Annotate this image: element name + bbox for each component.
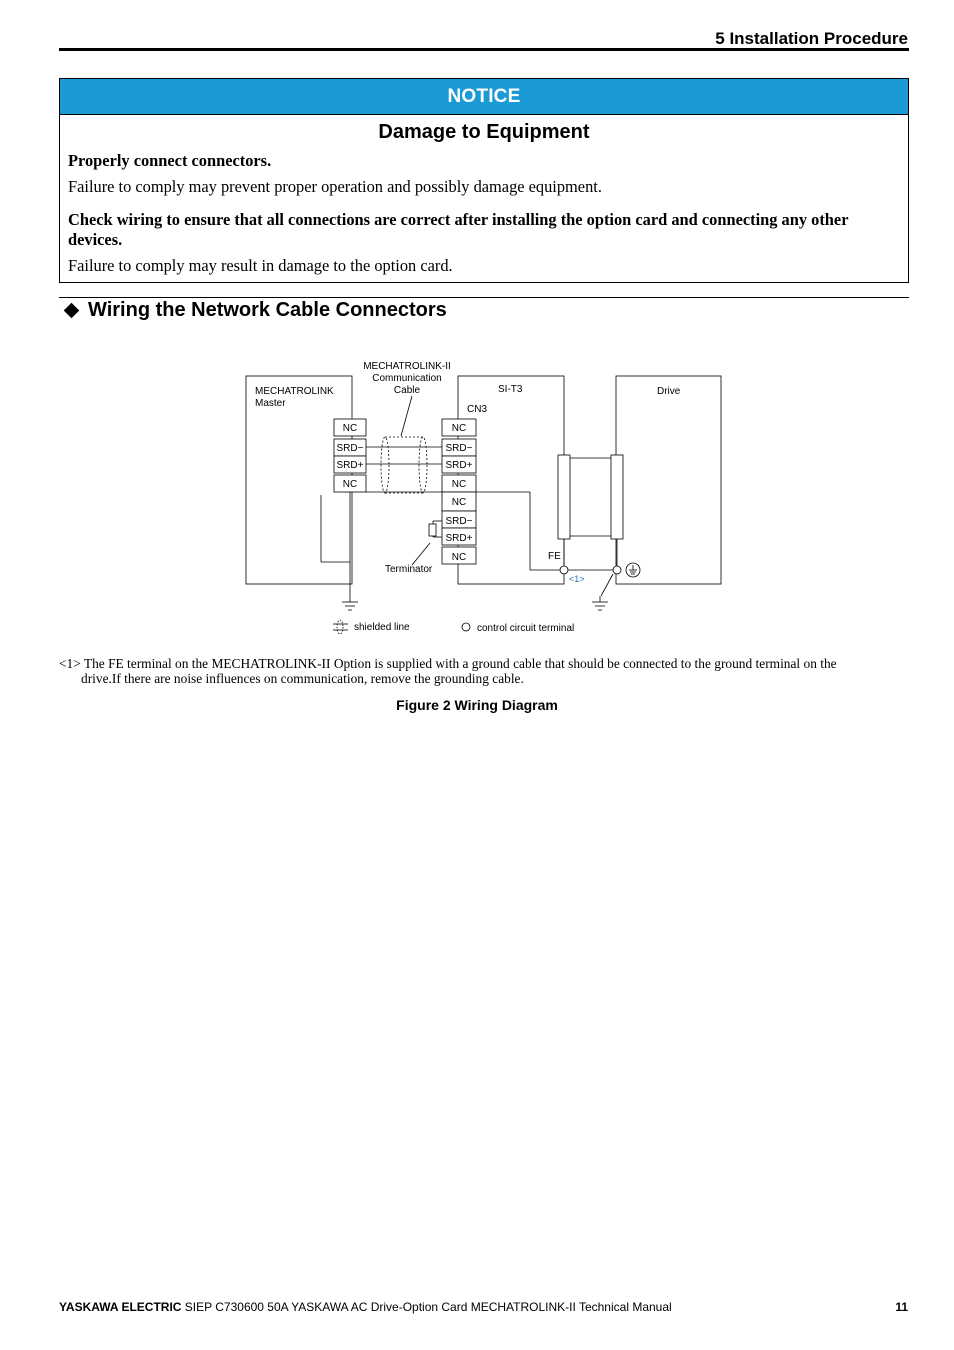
notice-p2-text: Failure to comply may result in damage to the option card. (68, 256, 453, 275)
earth-switch (600, 574, 613, 602)
header-rule (59, 48, 909, 51)
card-pin-label: NC (451, 423, 467, 434)
section-heading (64, 299, 447, 322)
notice-p2-bold: Check wiring to ensure that all connections are correct after installing the option card and connecting any other devices. (68, 210, 849, 249)
sit3-label: SI-T3 (498, 384, 523, 395)
notice-bar (60, 79, 908, 115)
drive-ground-terminal (613, 566, 621, 574)
card-pin-label: NC (451, 552, 467, 563)
fe-terminal (560, 566, 568, 574)
card-pin-label: NC (451, 479, 467, 490)
earth-icon (592, 602, 608, 610)
notice-p1-text: Failure to comply may prevent proper operation and possibly damage equipment. (68, 177, 602, 196)
drive-box (616, 376, 721, 584)
master-label-2: Master (255, 398, 286, 409)
master-pin-label: SRD+ (336, 460, 364, 471)
cable-label-1: MECHATROLINK-II (363, 361, 451, 372)
notice-box (59, 78, 909, 283)
card-pin-label: NC (451, 497, 467, 508)
terminator-label: Terminator (385, 564, 433, 575)
figure-caption: Figure 2 Wiring Diagram (396, 697, 558, 713)
card-connector (442, 419, 476, 564)
card-pin-label: SRD+ (445, 460, 473, 471)
card-pin-label: SRD+ (445, 533, 473, 544)
notice-p1-bold: Properly connect connectors. (68, 151, 272, 170)
legend-terminal: control circuit terminal (477, 623, 575, 634)
footnote-line-1: <1> The FE terminal on the MECHATROLINK-II Option is supplied with a ground cable that should be connected to the ground terminal on the (59, 656, 837, 671)
cable-label-3: Cable (393, 385, 421, 396)
footer-brand: YASKAWA ELECTRIC (59, 1300, 182, 1314)
page-number: 11 (895, 1300, 908, 1314)
fe-label: FE (548, 551, 561, 562)
ground-icon (626, 563, 640, 577)
cable-label-2: Communication (372, 373, 442, 384)
footer (59, 1300, 672, 1314)
diamond-icon (64, 303, 80, 319)
earth-icon (342, 602, 358, 610)
master-pin-label: NC (342, 423, 358, 434)
footnote-line-2: drive.If there are noise influences on communication, remove the grounding cable. (81, 671, 524, 686)
master-label-1: MECHATROLINK (255, 386, 334, 397)
footer-doc: SIEP C730600 50A YASKAWA AC Drive-Option Card MECHATROLINK-II Technical Manual (181, 1300, 672, 1314)
section-header: 5 Installation Procedure (715, 29, 908, 48)
section-rule (59, 297, 909, 298)
wiring-diagram (230, 350, 730, 640)
shielded-line-icon (333, 620, 348, 634)
notice-title: Damage to Equipment (378, 121, 590, 143)
cn3-label: CN3 (467, 404, 488, 415)
card-pin-label: SRD− (445, 443, 473, 454)
master-connector (334, 419, 366, 492)
notice-label: NOTICE (447, 85, 521, 107)
cable-leader-line (401, 396, 412, 436)
terminator (412, 521, 442, 565)
section-heading-text: Wiring the Network Cable Connectors (88, 299, 447, 321)
note-ref: <1> (569, 574, 585, 584)
legend-shielded: shielded line (354, 622, 410, 633)
card-pin-label: SRD− (445, 516, 473, 527)
drive-label: Drive (657, 386, 681, 397)
footnote (59, 656, 909, 686)
master-pin-label: SRD− (336, 443, 364, 454)
terminal-circle-icon (462, 623, 470, 631)
master-pin-label: NC (342, 479, 358, 490)
ground-cable (558, 455, 623, 570)
